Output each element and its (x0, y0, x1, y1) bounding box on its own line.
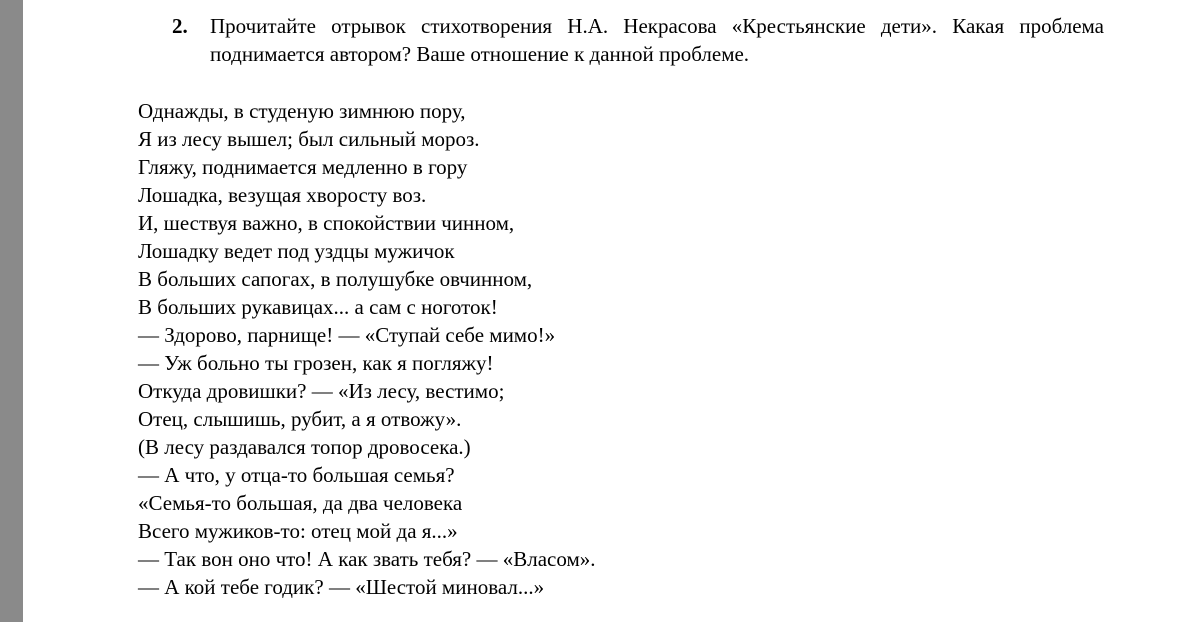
poem-line: Гляжу, поднимается медленно в гору (138, 155, 468, 179)
poem-line: — Уж больно ты грозен, как я погляжу! (138, 351, 494, 375)
poem-line: И, шествуя важно, в спокойствии чинном, (138, 211, 515, 235)
poem-line: — А что, у отца-то большая семья? (138, 463, 455, 487)
poem-line: «Семья-то большая, да два человека (138, 491, 463, 515)
poem-line: (В лесу раздавался топор дровосека.) (138, 435, 471, 459)
poem-line: В больших рукавицах... а сам с ноготок! (138, 295, 498, 319)
poem-line: Всего мужиков-то: отец мой да я...» (138, 519, 458, 543)
task-number: 2. (172, 14, 188, 38)
task-block (172, 12, 1104, 68)
poem-line: Лошадку ведет под уздцы мужичок (138, 239, 455, 263)
task-text: Прочитайте отрывок стихотворения Н.А. Некрасова «Крестьянские дети». Какая проблема поднимается автором? Ваше отношение к данной проблеме. (210, 14, 1104, 66)
left-margin-bar (0, 0, 23, 622)
poem-line: В больших сапогах, в полушубке овчинном, (138, 267, 533, 291)
poem-line: Я из лесу вышел; был сильный мороз. (138, 127, 480, 151)
poem-line: — Так вон оно что! А как звать тебя? — «Власом». (138, 547, 596, 571)
poem-line: — Здорово, парнище! — «Ступай себе мимо!» (138, 323, 556, 347)
poem-line: Откуда дровишки? — «Из лесу, вестимо; (138, 379, 505, 403)
poem-line: Однажды, в студеную зимнюю пору, (138, 99, 466, 123)
poem-line: Лошадка, везущая хворосту воз. (138, 183, 427, 207)
poem-excerpt (138, 97, 595, 601)
poem-line: Отец, слышишь, рубит, а я отвожу». (138, 407, 462, 431)
poem-line: — А кой тебе годик? — «Шестой миновал...» (138, 575, 545, 599)
